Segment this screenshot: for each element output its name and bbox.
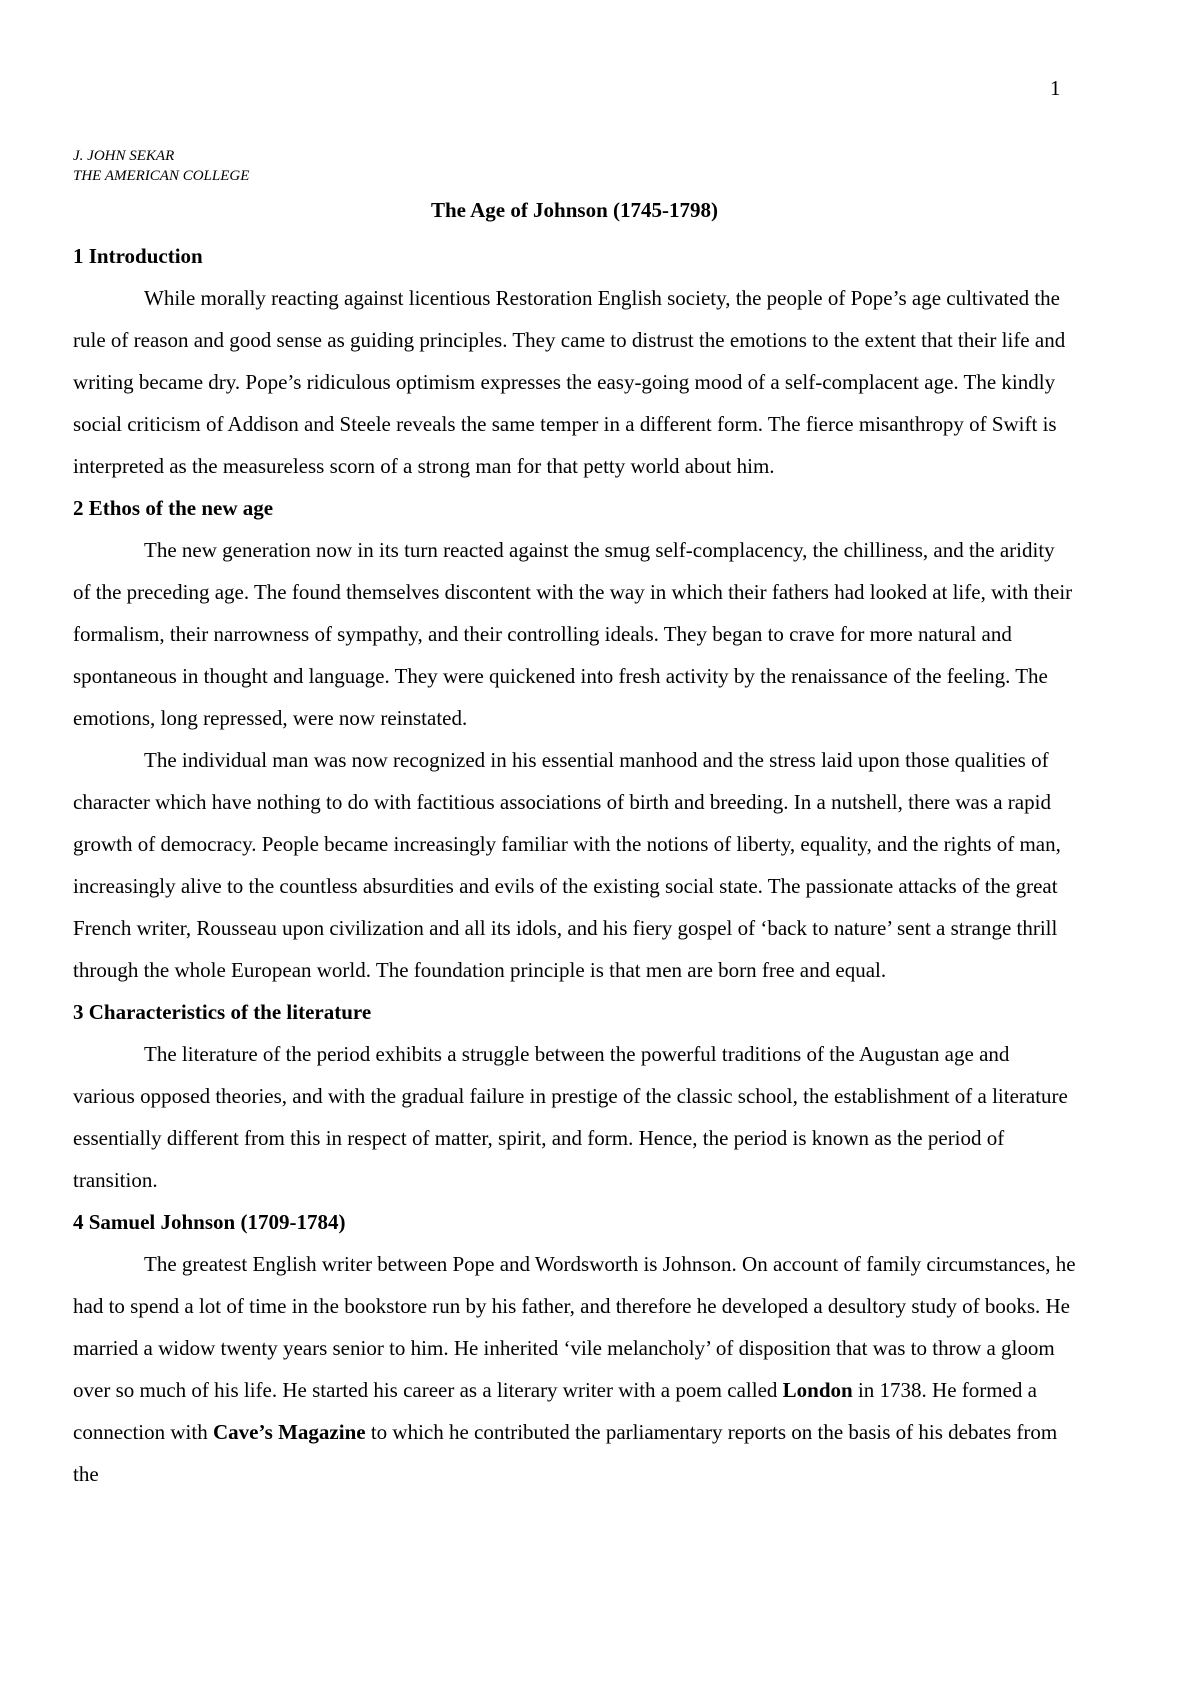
page-number: 1	[1050, 76, 1061, 100]
section-heading-samuel-johnson: 4 Samuel Johnson (1709-1784)	[73, 1210, 346, 1234]
section-heading-ethos: 2 Ethos of the new age	[73, 496, 274, 520]
paragraph: The individual man was now recognized in his essential manhood and the stress laid upon those qualities of character which have nothing to do with factitious associations of birth and breeding. In a nutshell, there was a rapid growth of democracy. People became increasingly familiar with the notions of liberty, equality, and the rights of man, increasingly alive to the countless absurdities and evils of the existing social state. The passionate attacks of the great French writer, Rousseau upon civilization and all its idols, and his fiery gospel of ‘back to nature’ sent a strange thrill through the whole European world. The foundation principle is that men are born free and equal.	[73, 748, 1061, 982]
author-name: J. JOHN SEKAR	[73, 148, 175, 164]
author-institution: THE AMERICAN COLLEGE	[73, 168, 250, 184]
paragraph: The new generation now in its turn reacted against the smug self-complacency, the chilliness, and the aridity of the preceding age. The found themselves discontent with the way in which their fathers had looked at life, with their formalism, their narrowness of sympathy, and their controlling ideals. They began to crave for more natural and spontaneous in thought and language. They were quickened into fresh activity by the renaissance of the feeling. The emotions, long repressed, were now reinstated.	[73, 538, 1073, 730]
section-heading-characteristics: 3 Characteristics of the literature	[73, 1000, 372, 1024]
work-title-caves-magazine: Cave’s Magazine	[212, 1420, 366, 1444]
text-run: in 1738. He formed a connection with	[73, 1378, 1037, 1444]
section-heading-introduction: 1 Introduction	[73, 244, 203, 268]
text-run: The greatest English writer between Pope and Wordsworth is Johnson. On account of family circumstances, he had to spend a lot of time in the bookstore run by his father, and therefore he developed a desultory study of books. He married a widow twenty years senior to him. He inherited ‘vile melancholy’ of disposition that was to throw a gloom over so much of his life. He started his career as a literary writer with a poem called	[73, 1252, 1076, 1402]
document-title: The Age of Johnson (1745-1798)	[430, 198, 719, 222]
work-title-london: London	[782, 1378, 853, 1402]
document-body	[73, 197, 1076, 1495]
paragraph	[73, 1243, 1076, 1495]
text-run: to which he contributed the parliamentary reports on the basis of his debates from the	[73, 1420, 1058, 1486]
paragraph: While morally reacting against licentious Restoration English society, the people of Pope’s age cultivated the rule of reason and good sense as guiding principles. They came to distrust the emotions to the extent that their life and writing became dry. Pope’s ridiculous optimism expresses the easy-going mood of a self-complacent age. The kindly social criticism of Addison and Steele reveals the same temper in a different form. The fierce misanthropy of Swift is interpreted as the measureless scorn of a strong man for that petty world about him.	[73, 286, 1066, 478]
paragraph: The literature of the period exhibits a struggle between the powerful traditions of the Augustan age and various opposed theories, and with the gradual failure in prestige of the classic school, the establishment of a literature essentially different from this in respect of matter, spirit, and form. Hence, the period is known as the period of transition.	[73, 1042, 1068, 1192]
author-block	[73, 146, 249, 186]
